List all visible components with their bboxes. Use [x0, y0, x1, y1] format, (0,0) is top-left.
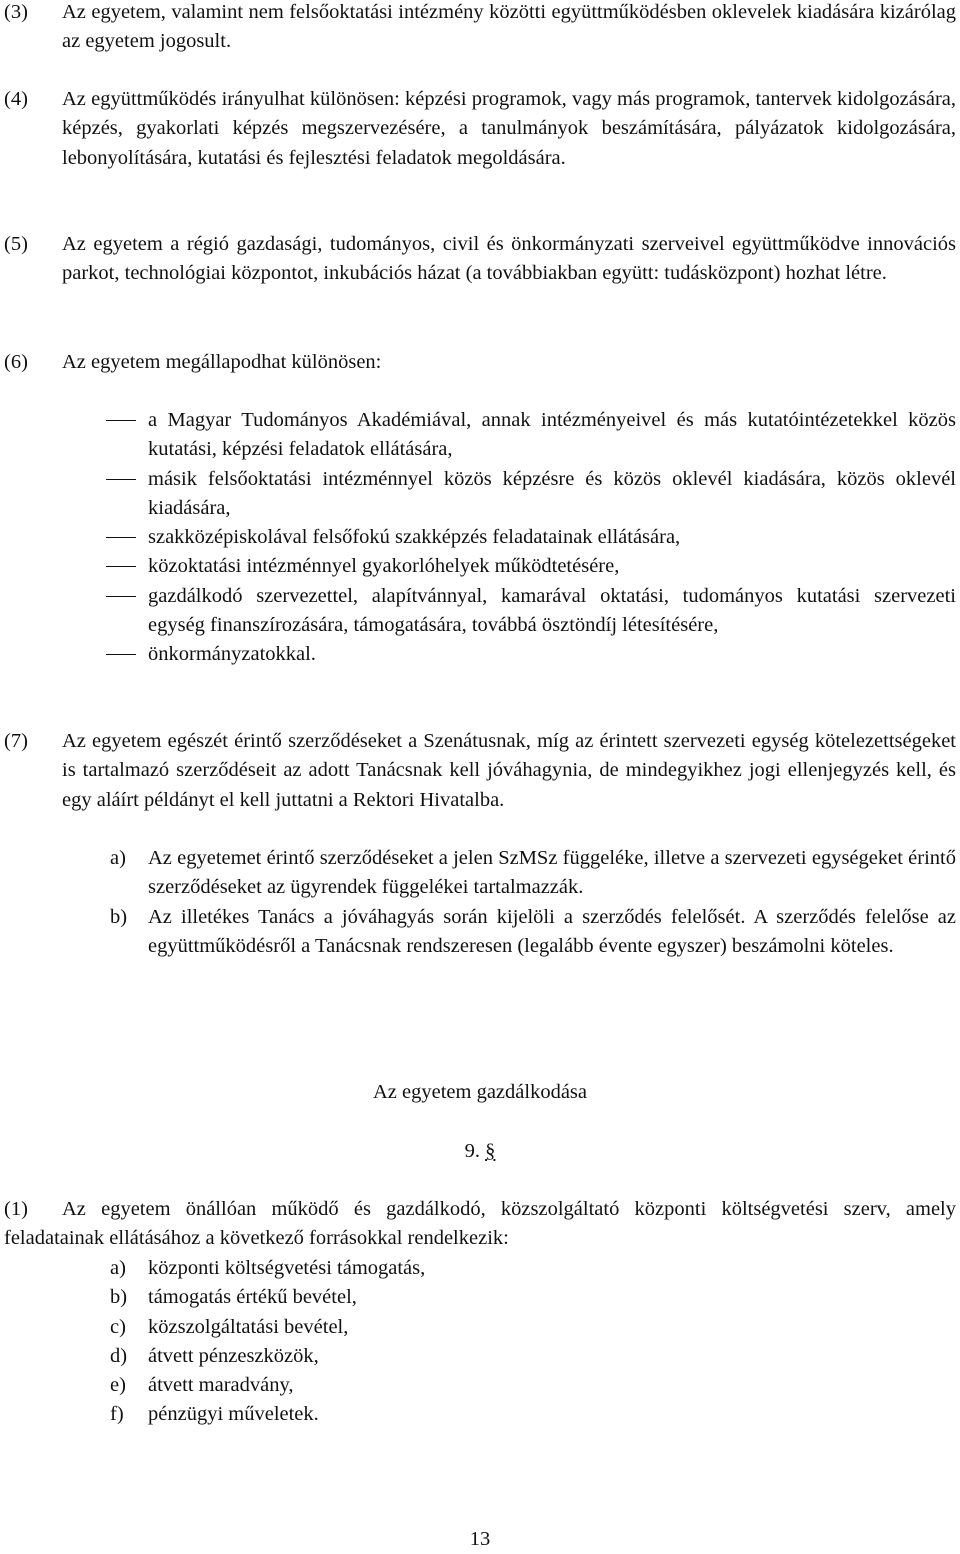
- paragraph-number: (3): [4, 1, 28, 23]
- list-item-text: szakközépiskolával felsőfokú szakképzés feladatainak ellátására,: [148, 526, 681, 549]
- paragraph-number: (5): [4, 233, 28, 255]
- list-item-label: b): [110, 905, 128, 928]
- contract-rules-list: [110, 844, 956, 961]
- list-item-text: gazdálkodó szervezettel, alapítvánnyal, kamarával oktatási, tudományos kutatási szervezeti egység finanszírozására, támogatására, továbbá ösztöndíj létesítésére,: [148, 584, 956, 637]
- section-paragraph-1: [4, 1195, 956, 1254]
- dash-bullet: [106, 420, 136, 421]
- dash-bullet: [106, 654, 136, 655]
- list-item-text: központi költségvetési támogatás,: [148, 1257, 426, 1279]
- paragraph-text: Az egyetem, valamint nem felsőoktatási intézmény közötti együttműködésben oklevelek kiadására kizárólag az egyetem jogosult.: [62, 1, 956, 53]
- list-item-text: átvett pénzeszközök,: [148, 1344, 319, 1367]
- paragraph-text: Az egyetem megállapodhat különösen:: [62, 351, 382, 373]
- paragraph-number: (6): [4, 351, 28, 373]
- list-item: [110, 1400, 956, 1429]
- list-item: [110, 1254, 956, 1283]
- page-number: 13: [469, 1528, 491, 1550]
- list-item-label: e): [110, 1374, 126, 1397]
- list-item: [110, 903, 956, 962]
- list-item-text: másik felsőoktatási intézménnyel közös képzésre és közös oklevél kiadására, közös oklevél kiadására,: [148, 467, 956, 519]
- list-item-text: Az egyetemet érintő szerződéseket a jelen SzMSz függeléke, illetve a szervezeti egységeket érintő szerződéseket az ügyrendek függelékei tartalmazzák.: [148, 847, 956, 899]
- dash-bullet: [106, 479, 136, 480]
- paragraph-7: [4, 727, 956, 815]
- list-item: [110, 1283, 956, 1312]
- list-item: [110, 1342, 956, 1371]
- list-item-text: pénzügyi műveletek.: [148, 1403, 319, 1426]
- list-item-text: átvett maradvány,: [148, 1374, 294, 1397]
- funding-sources-list: [110, 1254, 956, 1430]
- section-symbol: §: [485, 1140, 496, 1162]
- list-item: [100, 465, 956, 524]
- section-number: [0, 1137, 960, 1166]
- list-item: [110, 844, 956, 903]
- list-item: [100, 582, 956, 641]
- list-item: [110, 1371, 956, 1400]
- list-item-label: f): [110, 1403, 124, 1426]
- list-item: [110, 1313, 956, 1342]
- paragraph-text: Az egyetem a régió gazdasági, tudományos, civil és önkormányzati szerveivel együttműködve innovációs parkot, technológiai központot, inkubációs házat (a továbbiakban együtt: tudásközpont) hozhat létre.: [62, 233, 956, 285]
- dash-bullet: [106, 566, 136, 567]
- list-item-label: a): [110, 1257, 126, 1279]
- list-item-label: b): [110, 1286, 128, 1309]
- paragraph-4: [4, 85, 956, 173]
- paragraph-text-content: Az egyetem önállóan működő és gazdálkodó, közszolgáltató központi költségvetési szerv, amely feladatainak ellátásához a következő forrásokkal rendelkezik:: [4, 1198, 956, 1250]
- dash-bullet: [106, 596, 136, 597]
- paragraph-5: [4, 230, 956, 289]
- paragraph-3: [4, 0, 956, 57]
- section-number-value: 9.: [464, 1140, 480, 1162]
- list-item: [100, 640, 956, 669]
- list-item-text: közszolgáltatási bevétel,: [148, 1315, 349, 1338]
- agreement-partner-list: [100, 406, 956, 670]
- paragraph-number: (1): [4, 1198, 28, 1220]
- paragraph-text: Az együttműködés irányulhat különösen: képzési programok, vagy más programok, tantervek kidolgozására, képzés, gyakorlati képzés megszervezésére, a tanulmányok beszámítására, pályázatok kidolgozására, lebonyolítására, kutatási és fejlesztési feladatok megoldására.: [62, 88, 956, 169]
- list-item-text: Az illetékes Tanács a jóváhagyás során kijelöli a szerződés felelősét. A szerződés felelőse az együttműködésről a Tanácsnak rendszeresen (legalább évente egyszer) beszámolni köteles.: [148, 905, 956, 957]
- paragraph-text: [4, 1195, 956, 1254]
- list-item-label: a): [110, 847, 126, 869]
- section-title: Az egyetem gazdálkodása: [372, 1081, 587, 1103]
- list-item: [100, 523, 956, 552]
- list-item-label: c): [110, 1315, 126, 1338]
- list-item-text: önkormányzatokkal.: [148, 643, 316, 666]
- list-item-text: támogatás értékű bevétel,: [148, 1286, 357, 1309]
- paragraph-number: (4): [4, 88, 28, 110]
- paragraph-number: (7): [4, 730, 28, 752]
- list-item-label: d): [110, 1344, 128, 1367]
- list-item-text: a Magyar Tudományos Akadémiával, annak intézményeivel és más kutatóintézetekkel közös kutatási, képzési feladatok ellátására,: [148, 409, 956, 461]
- list-item: [100, 406, 956, 465]
- paragraph-text: Az egyetem egészét érintő szerződéseket a Szenátusnak, míg az érintett szervezeti egység kötelezettségeket is tartalmazó szerződéseit az adott Tanácsnak kell jóváhagynia, de mindegyikhez jogi ellenjegyzés kell, és egy aláírt példányt el kell juttatni a Rektori Hivatalba.: [62, 730, 956, 811]
- dash-bullet: [106, 537, 136, 538]
- paragraph-6: [4, 348, 956, 377]
- list-item: [100, 552, 956, 581]
- list-item-text: közoktatási intézménnyel gyakorlóhelyek működtetésére,: [148, 555, 620, 578]
